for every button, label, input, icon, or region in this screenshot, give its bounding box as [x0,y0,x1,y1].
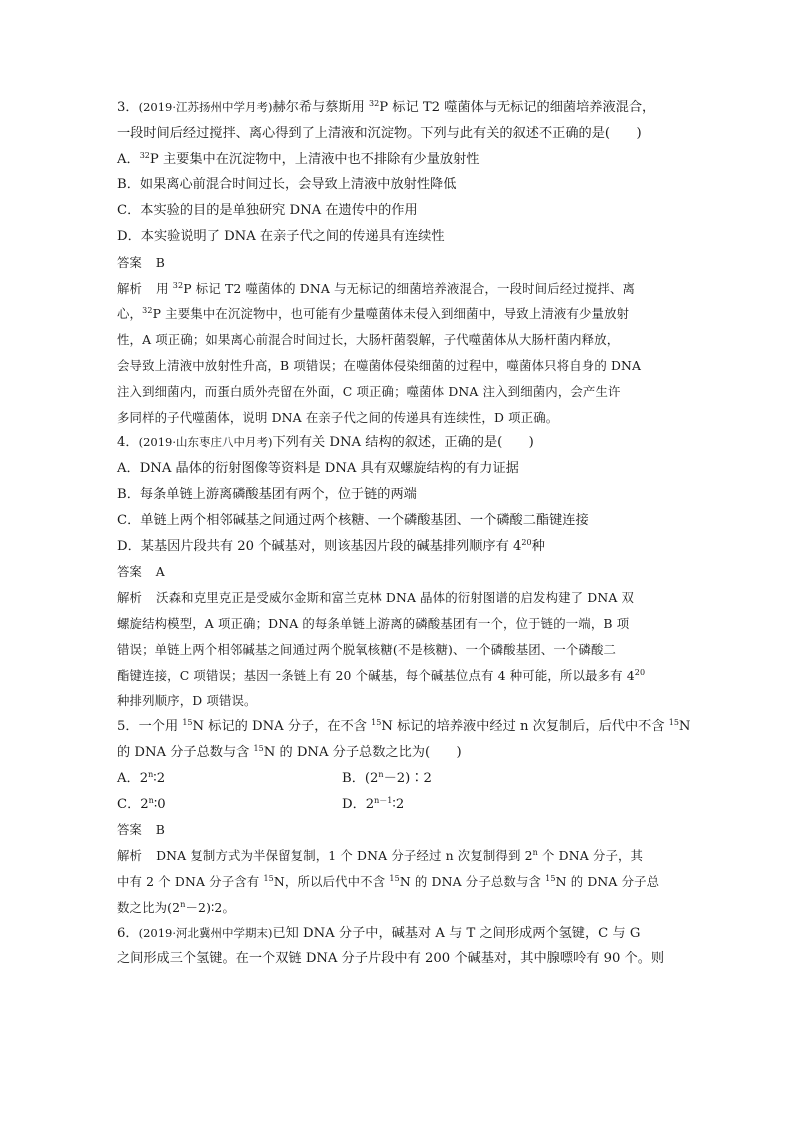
question-4-option-a: A．DNA 晶体的衍射图像等资料是 DNA 具有双螺旋结构的有力证据 [117,461,519,477]
question-4-option-b: B．每条单链上游离磷酸基团有两个，位于链的两端 [117,486,417,502]
document-page [117,95,691,972]
question-5-analysis-line-2 [117,869,682,895]
question-4-analysis-line-5: 种排列顺序，D 项错误。 [117,693,257,709]
superscript: 20 [521,537,532,547]
superscript: 32 [172,280,184,290]
option-text: A．2 [117,770,149,786]
option-text: －2)∶2 [383,770,432,786]
question-5-option-a [117,766,342,792]
analysis-text: 个 DNA 分子，其 [537,848,644,864]
analysis-text: P 主要集中在沉淀物中，也可能有少量噬菌体未侵入到细菌中，导致上清液有少量放射 [152,306,630,322]
analysis-label: 解析 [117,280,143,296]
question-4 [117,430,682,714]
answer-label: 答案 [117,564,142,580]
superscript: 15 [182,718,193,728]
question-6-stem-line-2: 之间形成三个氢键。在一个双链 DNA 分子片段中有 200 个碱基对，其中腺嘌呤有 90 个。则 [117,951,665,967]
question-3-analysis-line-2 [117,301,682,327]
analysis-text: 中有 2 个 DNA 分子含有 [117,873,264,889]
option-text: P 主要集中在沉淀物中，上清液中也不排除有少量放射性 [149,151,480,167]
question-5-stem-line-2 [117,740,682,766]
stem-text: 已知 DNA 分子中，碱基对 A 与 T 之间形成两个氢键，C 与 G [272,925,641,941]
superscript: 32 [142,306,153,316]
option-text: D．2 [342,796,375,812]
option-text: ∶2 [153,770,166,786]
question-6 [117,921,682,973]
option-text: A． [117,151,140,167]
question-source: (2019·江苏扬州中学月考) [138,100,273,114]
question-3-option-a [117,147,682,173]
superscript: 32 [139,150,150,160]
question-5-stem-line-1 [117,714,691,740]
analysis-label: 解析 [117,590,143,606]
option-text: 种 [531,538,545,554]
question-3-analysis-line-3: 性，A 项正确；如果离心前混合时间过长，大肠杆菌裂解，子代噬菌体从大肠杆菌内释放， [117,332,620,348]
option-text: B．(2 [342,770,379,786]
superscript: 32 [369,99,380,108]
answer-value: A [155,564,165,580]
question-3-stem-line-1 [117,95,682,121]
stem-text: N [678,719,691,735]
question-5-options-row-2 [117,792,682,818]
stem-text: 一段时间后经过搅拌、离心得到了上清液和沉淀物。下列与此有关的叙述不正确的是( ) [117,125,642,141]
question-3-option-b: B．如果离心前混合时间过长，会导致上清液中放射性降低 [117,177,457,193]
answer-value: B [155,254,165,270]
answer-value: B [155,822,165,838]
question-4-analysis-line-4 [117,663,682,689]
superscript: 15 [263,873,274,883]
analysis-label: 解析 [117,848,143,864]
analysis-text: N，所以后代中不含 [273,873,390,889]
analysis-text: －2)∶2。 [185,899,236,915]
superscript: n [148,795,154,805]
question-3-stem-line-2 [117,121,682,147]
question-3-analysis-line-4: 会导致上清液中放射性升高，B 项错误；在噬菌体侵染细菌的过程中，噬菌体只将自身的 DNA [117,357,642,373]
question-3-analysis-line-1 [117,276,682,302]
analysis-text: P 标记 T2 噬菌体的 DNA 与无标记的细菌培养液混合，一段时间后经过搅拌、离 [183,280,635,296]
question-source: (2019·山东枣庄八中月考) [138,435,273,450]
superscript: 15 [545,873,556,883]
analysis-text: DNA 复制方式为半保留复制，1 个 DNA 分子经过 n 次复制得到 2 [156,848,533,864]
question-3-option-d: D．本实验说明了 DNA 在亲子代之间的传递具有连续性 [117,228,445,244]
question-number: 3． [117,100,139,115]
superscript: 15 [389,873,400,883]
analysis-text: 用 [156,280,173,296]
superscript: 15 [371,718,382,728]
question-3-analysis-line-5: 注入到细菌内，而蛋白质外壳留在外面，C 项正确；噬菌体 DNA 注入到细菌内，会产生许 [117,383,621,399]
question-3-answer [117,250,682,276]
question-number: 6． [117,925,139,941]
question-5-analysis-line-1 [117,843,682,869]
stem-text: 下列有关 DNA 结构的叙述，正确的是( ) [272,435,534,451]
stem-text: 的 DNA 分子总数与含 [117,744,254,760]
stem-text: N 的 DNA 分子总数之比为( ) [263,744,462,760]
question-4-analysis-line-3: 错误；单链上两个相邻碱基之间通过两个脱氧核糖(不是核糖)、一个磷酸基团、一个磷酸二 [117,641,617,657]
question-5-analysis-line-3 [117,895,682,921]
question-number: 4． [117,435,139,451]
option-text: ∶0 [153,796,166,812]
stem-text: P 标记 T2 噬菌体与无标记的细菌培养液混合， [379,100,656,115]
superscript: n [532,848,538,858]
question-5-option-d [342,792,567,818]
superscript: 15 [668,718,679,728]
question-4-stem [117,430,682,456]
question-6-stem-line-1 [117,921,682,947]
stem-text: N 标记的 DNA 分子，在不含 [192,719,372,735]
question-5-option-c [117,792,342,818]
analysis-text: 沃森和克里克正是受威尔金斯和富兰克林 DNA 晶体的衍射图谱的启发构建了 DNA 双 [156,590,635,606]
question-4-option-c: C．单链上两个相邻碱基之间通过两个核糖、一个磷酸基团、一个磷酸二酯键连接 [117,512,589,528]
question-5 [117,714,691,920]
superscript: 15 [253,743,264,753]
superscript: n－1 [374,795,393,805]
question-3 [117,95,682,430]
analysis-text: N 的 DNA 分子总数与含 [399,873,546,889]
question-5-options-row-1 [117,766,682,792]
question-5-answer [117,817,682,843]
question-4-analysis-line-1 [117,585,682,611]
question-4-answer [117,559,682,585]
question-5-option-b [342,766,567,792]
question-source: (2019·河北冀州中学期末) [138,925,273,940]
analysis-text: N 的 DNA 分子总 [555,873,660,889]
stem-text: 赫尔希与蔡斯用 [272,100,369,115]
stem-text: 5．一个用 [117,719,183,735]
superscript: n [180,899,186,909]
question-3-option-c: C．本实验的目的是单独研究 DNA 在遗传中的作用 [117,203,418,219]
option-text: D．某基因片段共有 20 个碱基对，则该基因片段的碱基排列顺序有 4 [117,538,522,554]
question-4-option-d [117,534,682,560]
question-3-analysis-line-6: 多同样的子代噬菌体，说明 DNA 在亲子代之间的传递具有连续性，D 项正确。 [117,409,559,425]
superscript: 20 [634,667,646,677]
superscript: n [148,769,154,779]
answer-label: 答案 [117,822,142,838]
answer-label: 答案 [117,254,142,270]
superscript: n [378,769,384,779]
option-text: C．2 [117,796,149,812]
analysis-text: 心， [117,306,143,322]
analysis-text: 酯键连接，C 项错误；基因一条链上有 20 个碱基，每个碱基位点有 4 种可能，所以最多有 4 [117,667,635,683]
option-text: ∶2 [392,796,405,812]
question-4-analysis-line-2: 螺旋结构模型，A 项正确；DNA 的每条单链上游离的磷酸基团有一个，位于链的一端，B 项 [117,615,630,631]
analysis-text: 数之比为(2 [117,899,181,915]
stem-text: N 标记的培养液中经过 n 次复制后，后代中不含 [381,719,669,735]
